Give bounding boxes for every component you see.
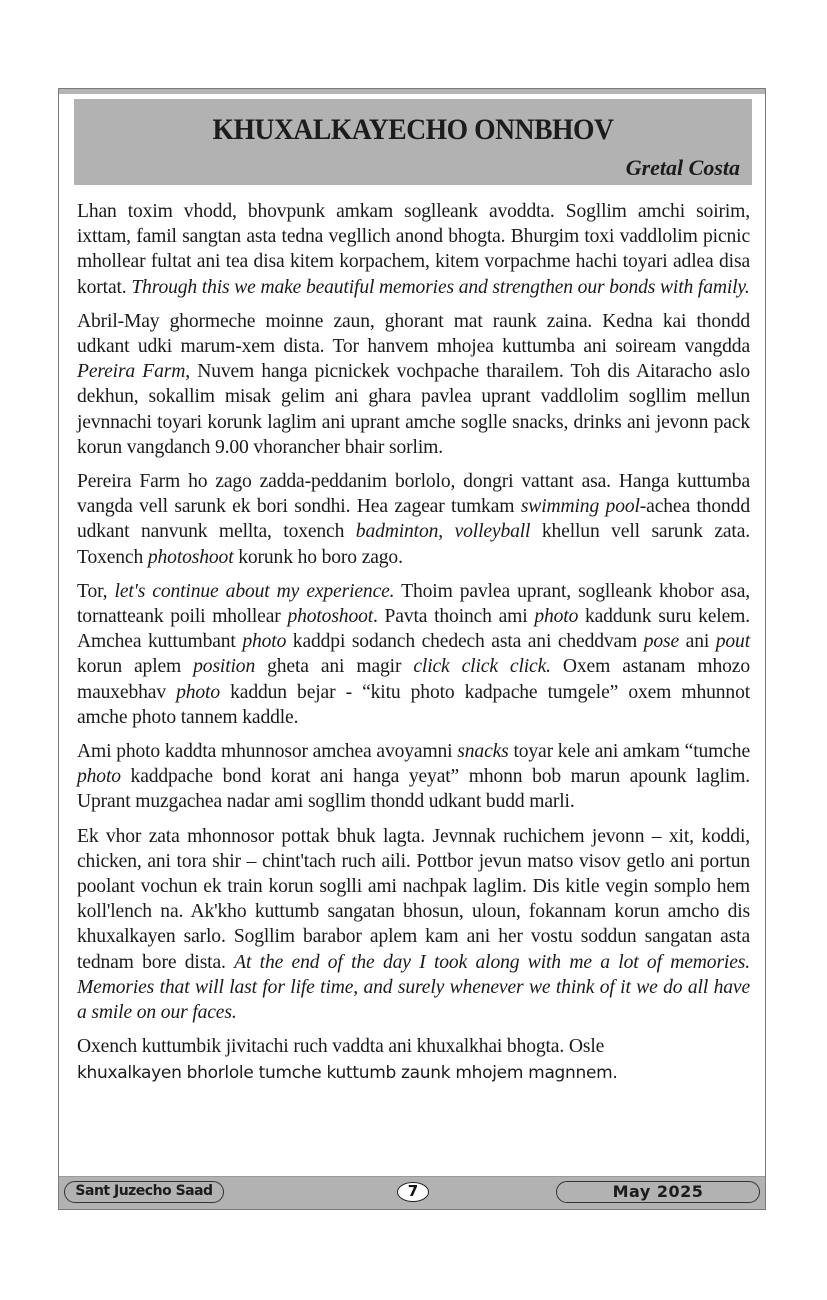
body-text: khellun vell sarunk zata. Toxench <box>77 521 751 568</box>
italic-text: photoshoot <box>147 546 234 568</box>
body-text: gheta ani magir <box>255 656 414 678</box>
body-paragraph <box>77 309 750 460</box>
body-text: korunk ho boro zago. <box>233 546 403 568</box>
page-number-badge: 7 <box>397 1182 429 1202</box>
body-text: Lhan toxim vhodd, bhovpunk amkam soglleank avoddta. Sogllim amchi soirim, ixttam, famil sangtan asta tedna vegllich anond bhogta. Bhurgim toxi vaddlolim picnic mhollear fultat ani tea disa kitem korpachem, kitem vorpachme hachi toyari adlea disa kortat. <box>77 201 750 298</box>
body-text: Tor, <box>77 580 115 602</box>
italic-text: badminton <box>355 521 439 543</box>
closing-paragraph <box>77 1034 750 1085</box>
italic-text: click click click. <box>413 656 551 678</box>
italic-text: photo <box>534 606 579 628</box>
italic-text: snacks <box>457 741 509 763</box>
italic-text: At the end of the day I took along with me a lot of memories. Memories that will last for life time, and surely whenever we think of it we do all have a smile on our faces. <box>77 951 750 1024</box>
body-text: Pereira Farm ho zago zadda-peddanim borlolo, dongri vattant asa. Hanga kuttumba vangda vell sarunk ek bori sondhi. Hea zagear tumkam <box>77 471 750 518</box>
body-text: Ami photo kaddta mhunnosor amchea avoyamni <box>77 741 458 763</box>
article-author: Gretal Costa <box>625 155 740 180</box>
italic-text: position <box>193 656 256 678</box>
body-text: kaddun bejar - “kitu photo kadpache tumgele” oxem mhunnot amche photo tannem kaddle. <box>77 681 751 728</box>
closing-sans-text: khuxalkayen bhorlole tumche kuttumb zaunk mhojem magnnem. <box>77 1062 618 1083</box>
body-paragraph <box>77 199 750 300</box>
italic-text: swimming pool <box>520 496 640 518</box>
body-paragraph <box>77 739 750 815</box>
italic-text: Through this we make beautiful memories and strengthen our bonds with family. <box>131 276 750 298</box>
italic-text: pout <box>715 631 750 653</box>
body-text: kaddpache bond korat ani hanga yeyat” mhonn bob marun apounk laglim. Uprant muzgachea nadar ami sogllim thondd udkant budd marli. <box>77 766 750 813</box>
body-text: ani <box>679 631 716 653</box>
article-title: KHUXALKAYECHO ONNBHOV <box>212 113 614 146</box>
body-text: kaddpi sodanch chedech asta ani cheddvam <box>286 631 644 653</box>
body-text: Thoim pavlea uprant, soglleank khobor asa, tornatteank poili mhollear <box>77 580 751 628</box>
body-paragraph <box>77 469 750 570</box>
body-text: Oxem astanam mhozo mauxebhav <box>77 656 750 703</box>
article-header <box>74 99 752 185</box>
body-text: -achea thondd udkant nanvunk mellta, toxench <box>77 496 750 543</box>
body-text: toyar kele ani amkam “tumche <box>508 741 750 763</box>
italic-text: let's continue about my experience. <box>114 580 395 602</box>
italic-text: photo <box>77 766 121 788</box>
paragraph-list <box>77 199 750 1025</box>
page-frame <box>58 88 766 1210</box>
body-paragraph <box>77 824 750 1026</box>
body-text: , Nuvem hanga picnickek vochpache tharailem. Toh dis Aitaracho aslo dekhun, sokallim misak gelim ani ghara pavlea uprant vaddlolim sogllim mellun jevnnachi toyari korunk laglim ani uprant amche soglle snacks, drinks ani jevonn pack korun vangdanch 9.00 vhorancher bhair sorlim. <box>77 361 751 458</box>
italic-text: photo <box>176 681 220 703</box>
italic-text: pose <box>643 631 680 653</box>
italic-text: photo <box>242 631 287 653</box>
body-text: Ek vhor zata mhonnosor pottak bhuk lagta. Jevnnak ruchichem jevonn – xit, koddi, chicken, ani tora shir – chint'tach ruch aili. Pottbor jevun matso visov getlo ani portun poolant vochun ek train korun soglli ami nachpak laglim. Dis kitle vegin somplo hem koll'lench na. Ak'kho kuttumb sangatan bhosun, uloun, fokannam korun amcho dis khuxalkayen sarlo. Sogllim barabor aplem kam ani her vostu soddun sangatan asta tednam bore dista. <box>77 825 750 973</box>
publication-name-badge: Sant Juzecho Saad <box>64 1181 224 1203</box>
body-text: Abril-May ghormeche moinne zaun, ghorant mat raunk zaina. Kedna kai thondd udkant udki marum-xem dista. Tor hanvem mhojea kuttumba ani soiream vangdda <box>77 310 750 358</box>
italic-text: volleyball <box>454 521 531 543</box>
body-text: kaddunk suru kelem. Amchea kuttumbant <box>77 606 750 653</box>
body-text: , <box>438 521 455 543</box>
body-text: . Pavta thoinch ami <box>373 606 535 628</box>
body-text: korun aplem <box>77 656 194 678</box>
page-footer <box>59 1176 765 1209</box>
article-body <box>77 199 750 1095</box>
body-paragraph <box>77 579 750 730</box>
issue-date-badge: May 2025 <box>556 1181 760 1203</box>
closing-serif-text: Oxench kuttumbik jivitachi ruch vaddta ani khuxalkhai bhogta. Osle <box>77 1036 605 1058</box>
italic-text: photoshoot <box>287 606 374 628</box>
top-band <box>59 89 765 94</box>
italic-text: Pereira Farm <box>77 361 186 383</box>
